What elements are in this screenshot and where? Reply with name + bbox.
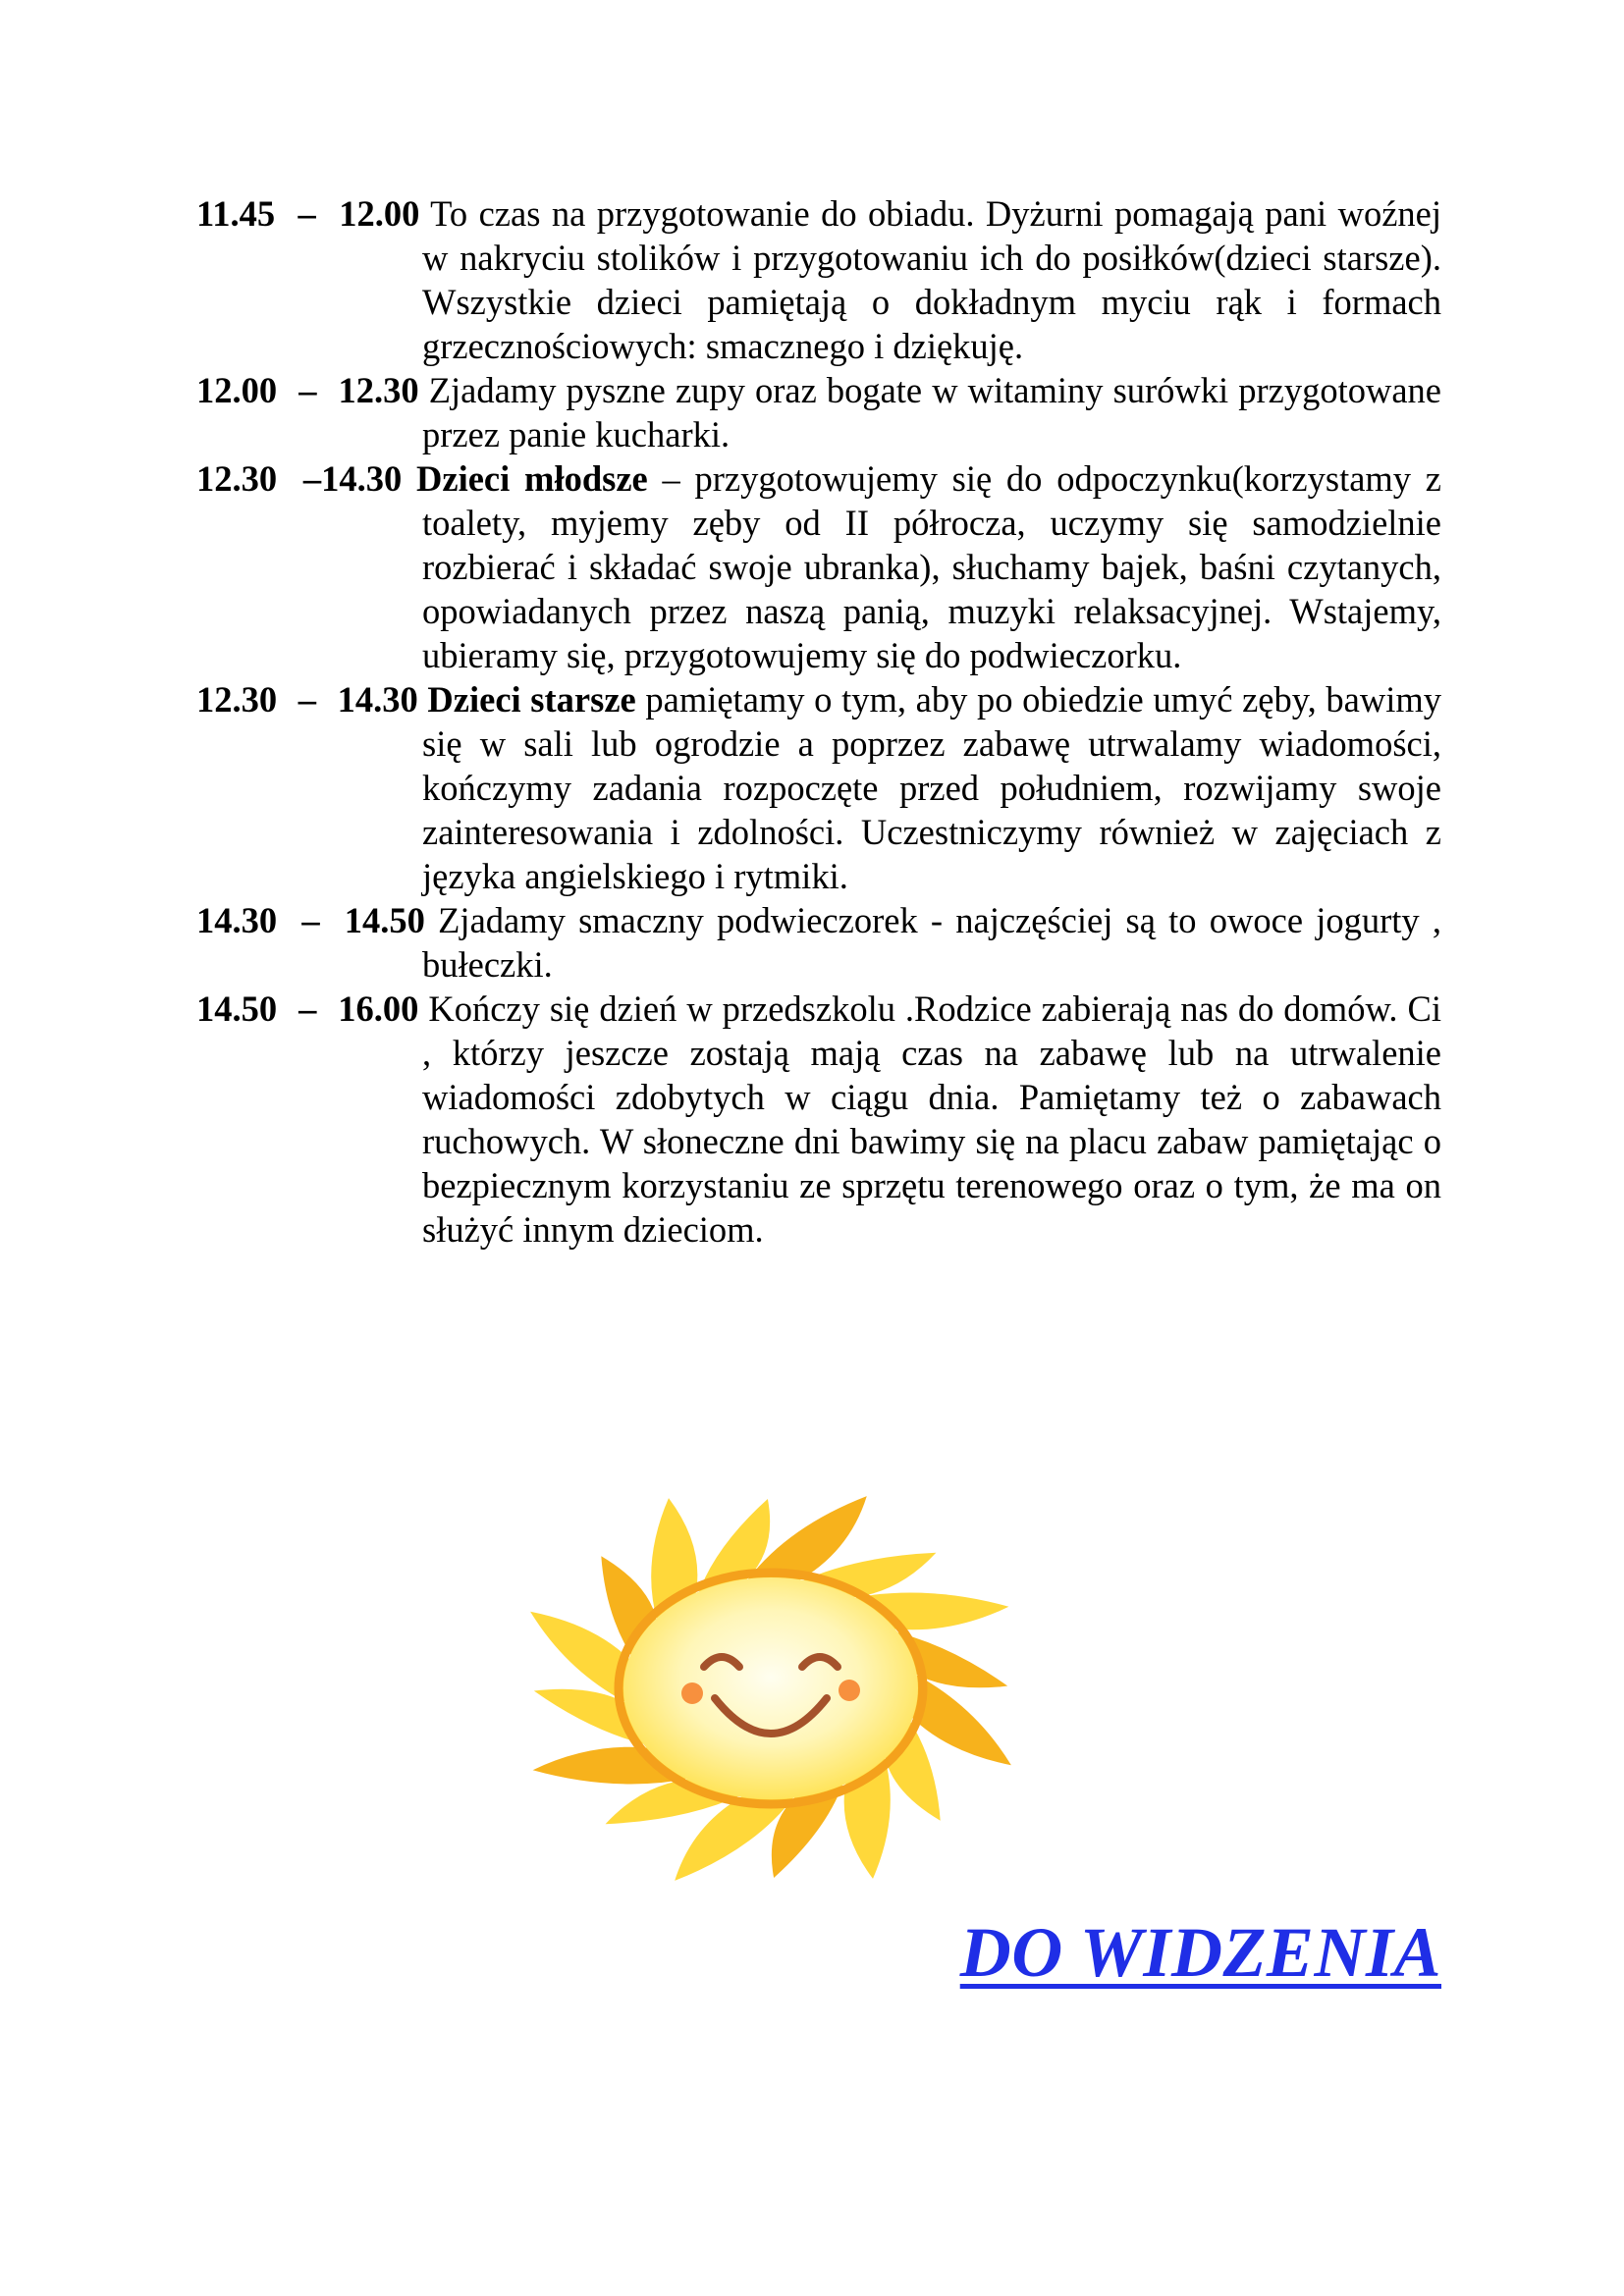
schedule-entry bbox=[196, 456, 1441, 677]
entry-text: – przygotowujemy się do odpoczynku(korzystamy z toalety, myjemy zęby od II półrocza, uczymy się samodzielnie rozbierać i składać swoje ubranka), słuchamy bajek, baśni czytanych, opowiadanych przez naszą panią, muzyki relaksacyjnej. Wstajemy, ubieramy się, przygotowujemy się do podwieczorku. bbox=[422, 458, 1442, 675]
schedule-entry bbox=[196, 987, 1441, 1252]
entry-text: pamiętamy o tym, aby po obiedzie umyć zęby, bawimy się w sali lub ogrodzie a poprzez zabawę utrwalamy wiadomości, kończymy zadania rozpoczęte przed południem, rozwijamy swoje zainteresowania i zdolności. Uczestniczymy również w zajęciach z języka angielskiego i rytmiki. bbox=[422, 679, 1441, 896]
entry-time: 12.30 – 14.30 bbox=[196, 679, 418, 720]
entry-time: 12.00 – 12.30 bbox=[196, 370, 419, 410]
entry-text: Zjadamy pyszne zupy oraz bogate w witaminy surówki przygotowane przez panie kucharki. bbox=[422, 370, 1442, 454]
sun-face bbox=[623, 1577, 918, 1799]
entry-time: 11.45 – 12.00 bbox=[196, 193, 420, 234]
schedule-entry bbox=[196, 898, 1441, 987]
sun-illustration bbox=[525, 1472, 1154, 1904]
sun-right-cheek bbox=[839, 1680, 860, 1701]
daily-schedule bbox=[196, 191, 1441, 1252]
schedule-entry bbox=[196, 368, 1441, 456]
entry-group-label: Dzieci starsze bbox=[427, 679, 636, 720]
entry-group-label: Dzieci młodsze bbox=[416, 458, 648, 499]
sun-left-cheek bbox=[681, 1682, 703, 1704]
entry-text: To czas na przygotowanie do obiadu. Dyżurni pomagają pani woźnej w nakryciu stolików i przygotowaniu ich do posiłków(dzieci starsze). Wszystkie dzieci pamiętają o dokładnym myciu rąk i formach grzecznościowych: smacznego i dziękuję. bbox=[422, 193, 1441, 366]
entry-text: Zjadamy smaczny podwieczorek - najczęściej są to owoce jogurty , bułeczki. bbox=[422, 900, 1442, 985]
entry-time: 14.30 – 14.50 bbox=[196, 900, 425, 940]
schedule-entry bbox=[196, 191, 1441, 368]
entry-text: Kończy się dzień w przedszkolu .Rodzice zabierają nas do domów. Ci , którzy jeszcze zostają mają czas na zabawę lub na utrwalenie wiadomości zdobytych w ciągu dnia. Pamiętamy też o zabawach ruchowych. W słoneczne dni bawimy się na placu zabaw pamiętając o bezpiecznym korzystaniu ze sprzętu terenowego oraz o tym, że ma on służyć innym dzieciom. bbox=[422, 988, 1441, 1250]
farewell-heading: DO WIDZENIA bbox=[959, 1913, 1441, 1992]
entry-time: 12.30 –14.30 bbox=[196, 458, 403, 499]
schedule-entry bbox=[196, 677, 1441, 898]
entry-time: 14.50 – 16.00 bbox=[196, 988, 419, 1029]
smiling-sun-icon bbox=[525, 1472, 1154, 1904]
